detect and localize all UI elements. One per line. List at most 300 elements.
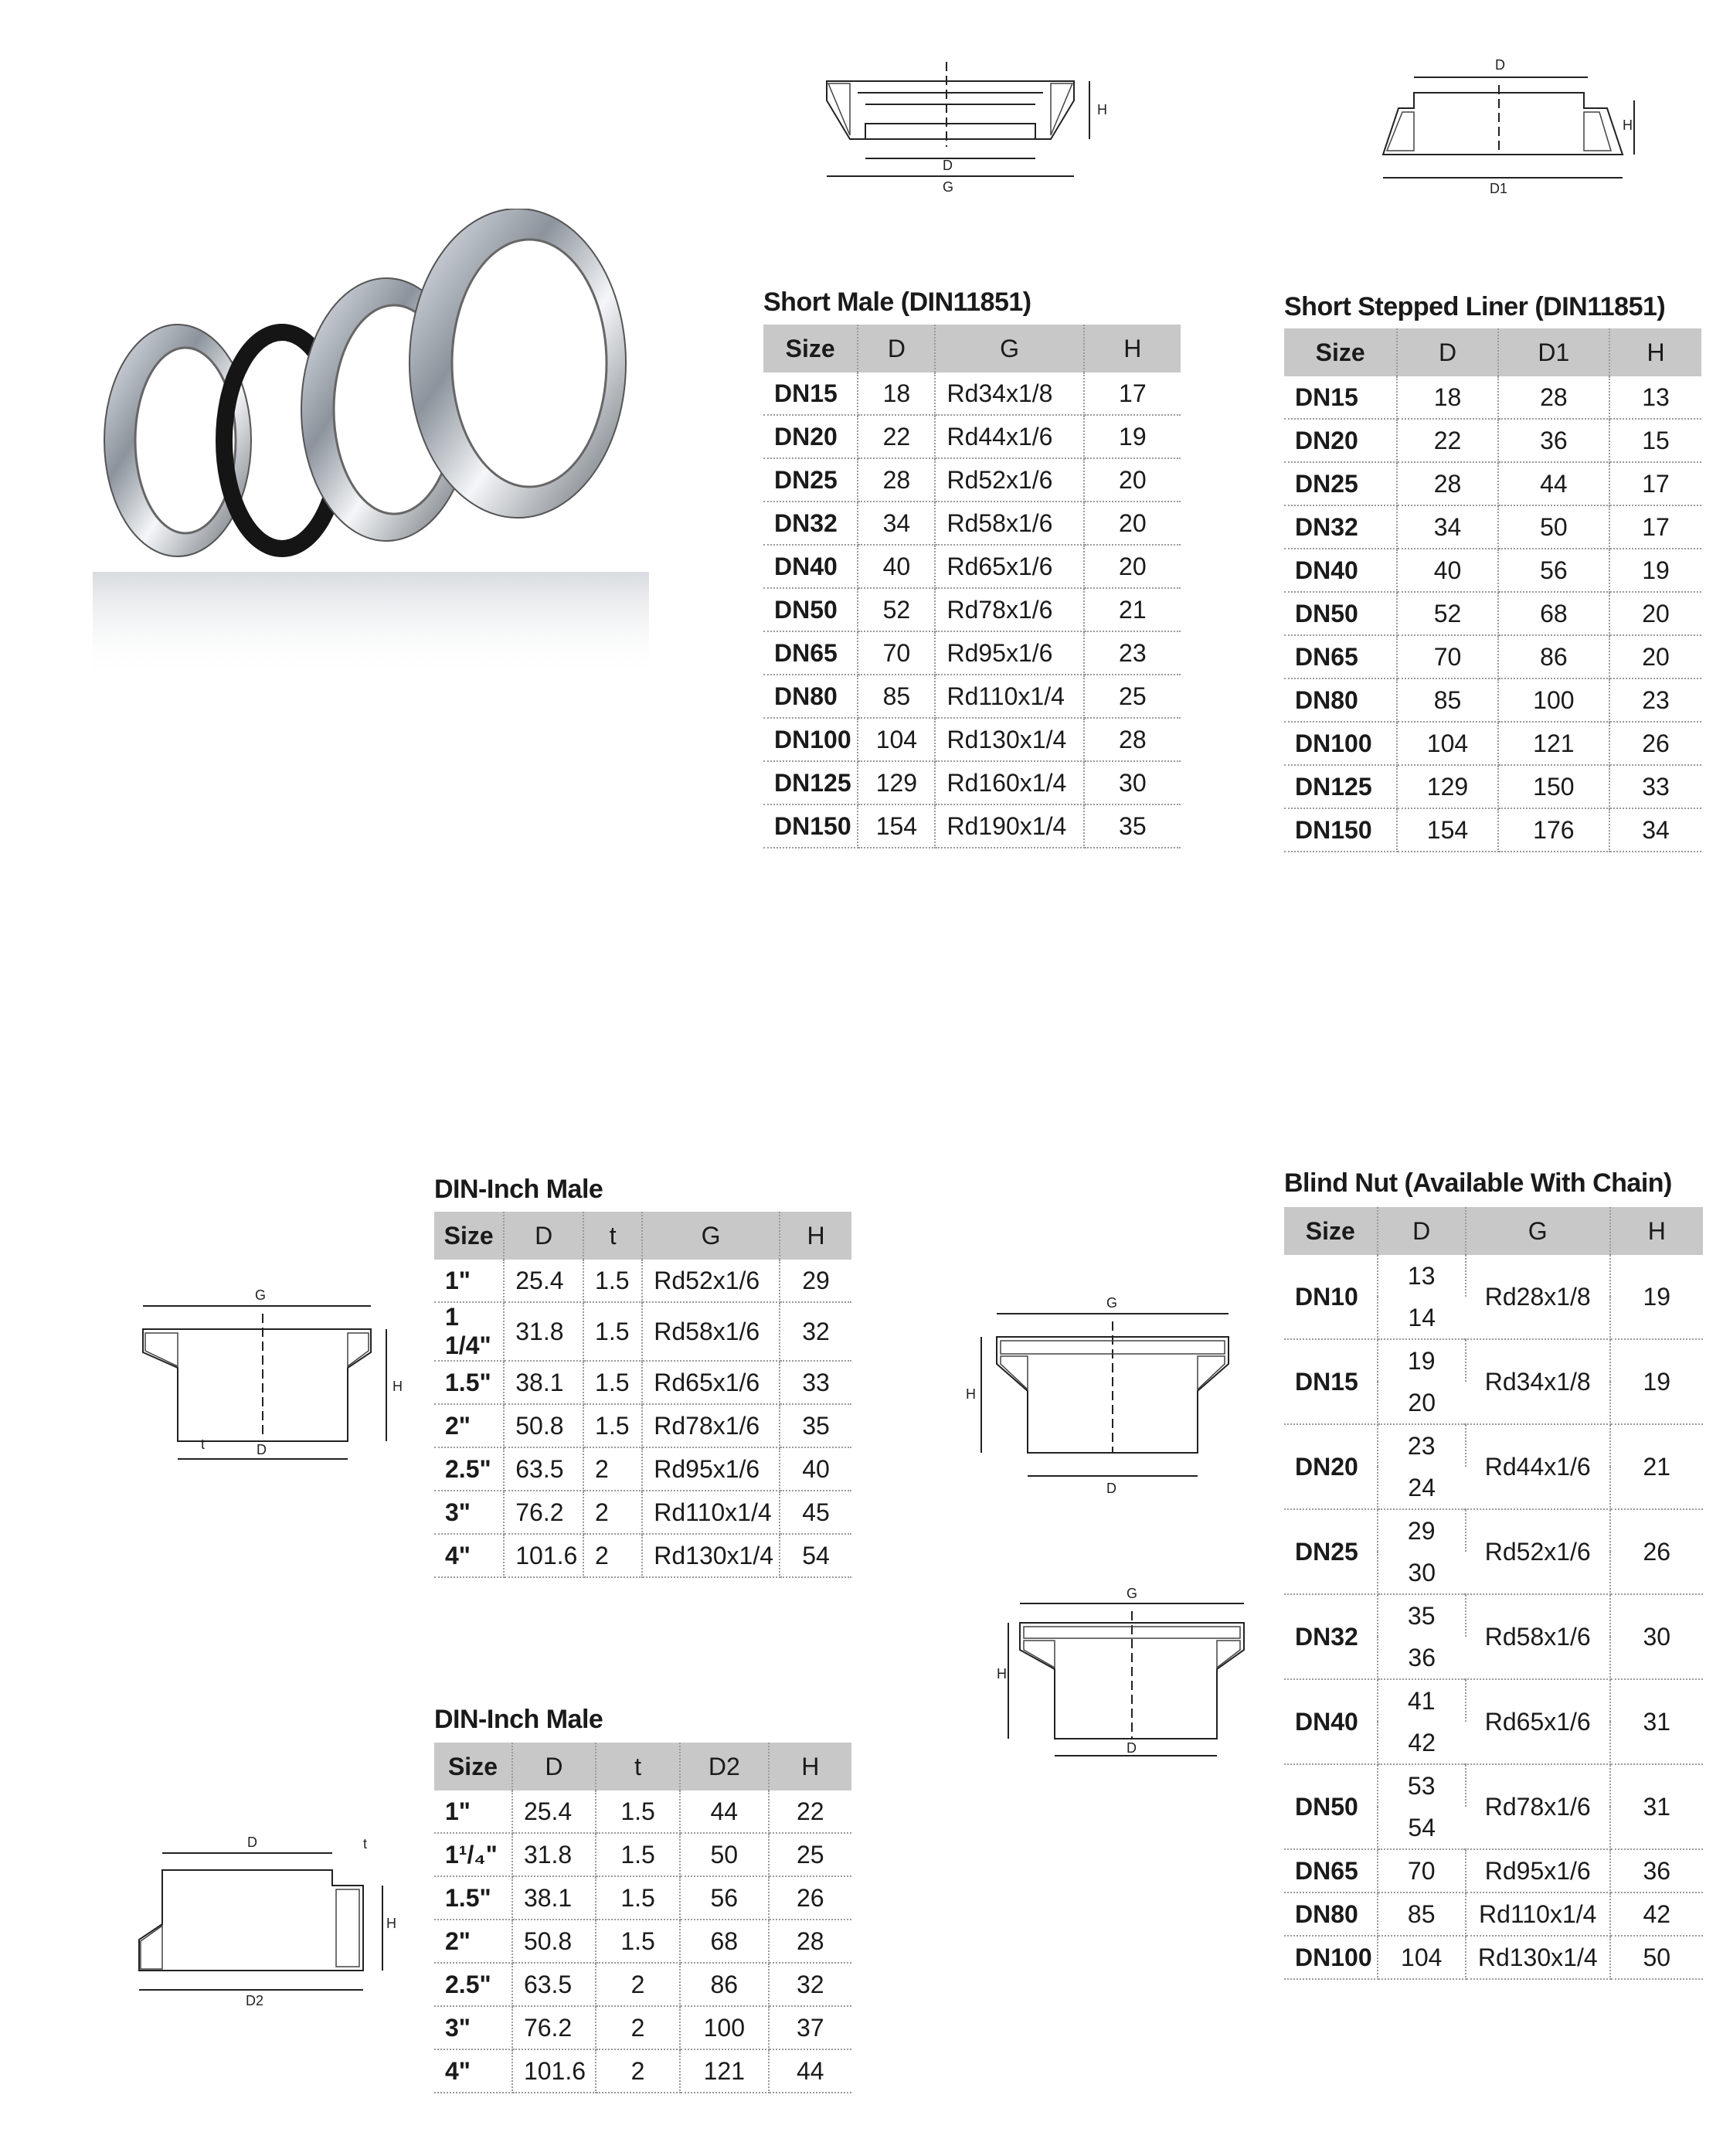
table-cell: 18 [1397,376,1497,419]
table-cell: 35 [1084,804,1181,848]
table-cell: 44 [680,1790,768,1833]
col-size: Size [434,1743,512,1790]
table-cell: 2 [583,1534,642,1577]
table-cell: 30 [1084,761,1181,804]
table-row [763,502,1181,545]
label-h: H [1623,117,1633,133]
table-cell: 42 [1378,1722,1466,1764]
col-g: G [1466,1207,1610,1255]
table-cell: Rd52x1/6 [1466,1509,1610,1594]
table-cell: Rd44x1/6 [1466,1424,1610,1509]
table-cell: 28 [769,1920,852,1963]
table-cell: DN32 [1284,505,1397,549]
table-cell: 1.5 [583,1404,642,1447]
table-cell: Rd78x1/6 [642,1404,780,1447]
table-cell: DN100 [763,718,858,761]
table-row [763,804,1181,848]
table-row [434,2006,851,2049]
table-cell: Rd58x1/6 [1466,1594,1610,1679]
table-row [434,2049,851,2093]
table-cell: DN15 [1284,1339,1378,1424]
table-cell: 154 [1397,808,1497,852]
table-row [1284,592,1701,635]
table-cell: 23 [1084,631,1181,675]
table-cell: 40 [858,545,935,588]
col-d: D [1378,1207,1466,1255]
table-row [1284,1936,1703,1979]
table-cell: 54 [1378,1807,1466,1849]
table-cell: 56 [680,1876,768,1920]
table-cell: DN20 [1284,419,1397,462]
diagram-blind-nut-2 [997,1584,1259,1770]
table-cell: 104 [1378,1936,1466,1979]
col-g: G [935,325,1083,372]
blind-nut-table [1284,1207,1703,1980]
table-row [1284,1892,1703,1936]
table-cell: Rd34x1/8 [1466,1339,1610,1424]
table-row [1284,1255,1703,1297]
table-cell: Rd78x1/6 [1466,1764,1610,1849]
table-cell: 2.5" [434,1447,504,1491]
table-cell: Rd95x1/6 [935,631,1083,675]
col-d: D [1397,328,1497,376]
table-cell: 22 [769,1790,852,1833]
table-cell: 25.4 [512,1790,596,1833]
table-cell: Rd110x1/4 [1466,1892,1610,1936]
table-cell: Rd58x1/6 [642,1302,780,1361]
table-row [763,761,1181,804]
table-cell: DN80 [1284,1892,1378,1936]
table-cell: 38.1 [504,1361,583,1404]
table-cell: 21 [1084,588,1181,631]
table-row [763,545,1181,588]
table-cell: 1.5 [583,1260,642,1302]
table-row [1284,1339,1703,1382]
table-cell: 35 [780,1404,851,1447]
table-cell: 45 [780,1491,851,1534]
table-cell: Rd65x1/6 [1466,1679,1610,1764]
table-cell: Rd95x1/6 [642,1447,780,1491]
table-cell: Rd110x1/4 [935,675,1083,718]
table-cell: 17 [1084,372,1181,415]
table-cell: Rd190x1/4 [935,804,1083,848]
table-cell: 50 [1610,1936,1703,1979]
product-photo [77,209,664,688]
table-cell: 19 [1610,1339,1703,1424]
col-d: D [858,325,935,372]
table-cell: 17 [1609,462,1701,505]
table-cell: 31.8 [504,1302,583,1361]
table-cell: 1" [434,1260,504,1302]
table-row [434,1361,851,1404]
diagram-short-male [819,62,1120,201]
col-h: H [769,1743,852,1790]
table-cell: 36 [1378,1637,1466,1679]
label-d: D [1495,57,1505,73]
table-cell: 33 [1609,765,1701,808]
stepped-liner-table [1284,328,1701,852]
table-cell: DN100 [1284,1936,1378,1979]
label-d: D [257,1442,267,1457]
table-cell: DN150 [763,804,858,848]
table-cell: DN65 [1284,635,1397,678]
diagram-inch-male-1 [139,1283,410,1484]
table-row [434,1790,851,1833]
table-cell: Rd65x1/6 [935,545,1083,588]
table-cell: 52 [1397,592,1497,635]
table-cell: 86 [680,1963,768,2006]
diagram-blind-nut-1 [966,1291,1244,1499]
table-cell: 35 [1378,1594,1466,1637]
table-row [1284,505,1701,549]
table-cell: 1.5" [434,1361,504,1404]
col-d1: D1 [1498,328,1610,376]
table-cell: 37 [769,2006,852,2049]
table-row [434,1833,851,1876]
table-cell: Rd34x1/8 [935,372,1083,415]
table-cell: 19 [1609,549,1701,592]
table-cell: 121 [1498,722,1610,765]
table-cell: DN20 [763,415,858,458]
table-cell: 50 [1498,505,1610,549]
table-cell: 17 [1609,505,1701,549]
table-cell: 29 [780,1260,851,1302]
table-cell: Rd160x1/4 [935,761,1083,804]
table-cell: DN25 [1284,1509,1378,1594]
table-row [1284,549,1701,592]
table-cell: DN10 [1284,1255,1378,1339]
table-cell: 32 [769,1963,852,2006]
col-t: t [583,1212,642,1260]
table-cell: 44 [769,2049,852,2093]
table-cell: 34 [858,502,935,545]
table-cell: 28 [1084,718,1181,761]
label-d: D [1127,1740,1137,1756]
table-cell: Rd130x1/4 [642,1534,780,1577]
col-d: D [504,1212,583,1260]
table-cell: 28 [1397,462,1497,505]
table-cell: Rd110x1/4 [642,1491,780,1534]
table-cell: 76.2 [512,2006,596,2049]
table-cell: 31.8 [512,1833,596,1876]
label-g: G [943,179,954,195]
label-g: G [255,1287,267,1303]
table-cell: 4" [434,1534,504,1577]
table-cell: 2 [583,1491,642,1534]
col-h: H [1610,1207,1703,1255]
inch-male-2-table [434,1743,851,2093]
table-cell: 36 [1498,419,1610,462]
col-h: H [780,1212,851,1260]
table-cell: Rd130x1/4 [1466,1936,1610,1979]
table-cell: 20 [1378,1382,1466,1424]
table-cell: DN40 [1284,549,1397,592]
table-cell: 40 [780,1447,851,1491]
table-cell: Rd58x1/6 [935,502,1083,545]
table-cell: 1" [434,1790,512,1833]
table-cell: 44 [1498,462,1610,505]
table-cell: 70 [1378,1849,1466,1892]
table-row [434,1491,851,1534]
table-cell: 20 [1084,502,1181,545]
table-row [434,1963,851,2006]
table-cell: 1.5 [596,1920,680,1963]
table-row [1284,678,1701,722]
col-size: Size [434,1212,504,1260]
table-cell: 36 [1610,1849,1703,1892]
table-cell: DN25 [1284,462,1397,505]
label-g: G [1127,1586,1138,1601]
table-cell: DN15 [763,372,858,415]
label-h: H [1097,102,1107,117]
table-cell: 22 [1397,419,1497,462]
table-cell: 2" [434,1920,512,1963]
table-cell: 101.6 [512,2049,596,2093]
table-cell: 15 [1609,419,1701,462]
table-cell: 52 [858,588,935,631]
label-d: D [247,1835,257,1850]
table-row [1284,635,1701,678]
table-cell: 63.5 [504,1447,583,1491]
table-cell: 121 [680,2049,768,2093]
diagram-stepped-liner [1375,54,1653,201]
table-cell: DN32 [763,502,858,545]
table-row [434,1404,851,1447]
table-cell: 19 [1084,415,1181,458]
table-cell: 2 [596,1963,680,2006]
table-cell: DN50 [1284,1764,1378,1849]
table-cell: 34 [1397,505,1497,549]
table-row [1284,376,1701,419]
diagram-inch-male-2 [131,1831,410,2017]
table-cell: DN20 [1284,1424,1378,1509]
table-cell: 1¹/₄" [434,1833,512,1876]
table-cell: 176 [1498,808,1610,852]
table-cell: 3" [434,2006,512,2049]
col-d: D [512,1743,596,1790]
table-row [1284,1679,1703,1722]
label-d: D [943,158,953,173]
table-cell: 20 [1084,458,1181,502]
table-cell: 1 1/4" [434,1302,504,1361]
table-cell: 28 [1498,376,1610,419]
table-row [434,1447,851,1491]
label-t: t [363,1836,368,1852]
table-cell: 104 [858,718,935,761]
table-row [1284,1424,1703,1467]
table-cell: 101.6 [504,1534,583,1577]
inch-male-2-title: DIN-Inch Male [434,1705,603,1734]
table-cell: 40 [1397,549,1497,592]
table-cell: 100 [1498,678,1610,722]
short-male-table [763,325,1181,848]
table-row [1284,765,1701,808]
table-cell: 29 [1378,1509,1466,1552]
table-cell: 50 [680,1833,768,1876]
table-cell: Rd130x1/4 [935,718,1083,761]
col-g: G [642,1212,780,1260]
table-cell: 25 [1084,675,1181,718]
table-row [1284,1849,1703,1892]
table-row [763,588,1181,631]
table-cell: 20 [1609,592,1701,635]
table-cell: 1.5 [596,1833,680,1876]
table-row [763,458,1181,502]
table-cell: 28 [858,458,935,502]
stepped-liner-title: Short Stepped Liner (DIN11851) [1284,292,1666,321]
short-male-title: Short Male (DIN11851) [763,287,1031,317]
label-h: H [393,1379,403,1394]
table-cell: 2 [596,2049,680,2093]
table-cell: 32 [780,1302,851,1361]
table-cell: 86 [1498,635,1610,678]
table-cell: 154 [858,804,935,848]
table-cell: 23 [1378,1424,1466,1467]
table-cell: DN125 [1284,765,1397,808]
table-cell: 33 [780,1361,851,1404]
table-row [434,1876,851,1920]
table-cell: DN50 [1284,592,1397,635]
table-cell: 3" [434,1491,504,1534]
table-cell: 1.5 [596,1790,680,1833]
table-cell: Rd95x1/6 [1466,1849,1610,1892]
table-row [763,372,1181,415]
table-cell: 2" [434,1404,504,1447]
table-cell: 42 [1610,1892,1703,1936]
table-cell: 100 [680,2006,768,2049]
table-cell: 4" [434,2049,512,2093]
table-cell: 20 [1084,545,1181,588]
label-g: G [1106,1295,1118,1311]
table-cell: 129 [858,761,935,804]
table-cell: DN65 [763,631,858,675]
table-cell: 68 [680,1920,768,1963]
table-cell: 22 [858,415,935,458]
table-cell: 25 [769,1833,852,1876]
table-cell: 2 [583,1447,642,1491]
label-d2: D2 [246,1993,264,2008]
table-cell: 104 [1397,722,1497,765]
label-h: H [966,1386,976,1402]
table-cell: 31 [1610,1679,1703,1764]
table-cell: 53 [1378,1764,1466,1807]
table-row [763,675,1181,718]
table-cell: 85 [1397,678,1497,722]
table-cell: 20 [1609,635,1701,678]
table-cell: DN15 [1284,376,1397,419]
table-cell: 26 [769,1876,852,1920]
table-cell: 13 [1609,376,1701,419]
table-cell: 26 [1609,722,1701,765]
table-cell: DN125 [763,761,858,804]
inch-male-1-table [434,1212,851,1578]
table-cell: 85 [858,675,935,718]
table-cell: 2 [596,2006,680,2049]
table-cell: 31 [1610,1764,1703,1849]
label-h: H [997,1666,1007,1682]
table-cell: DN25 [763,458,858,502]
table-row [1284,808,1701,852]
inch-male-1-title: DIN-Inch Male [434,1175,603,1204]
table-cell: 41 [1378,1679,1466,1722]
blind-nut-title: Blind Nut (Available With Chain) [1284,1168,1672,1198]
label-d1: D1 [1490,181,1508,196]
table-cell: DN80 [763,675,858,718]
label-d: D [1106,1481,1116,1496]
table-cell: Rd44x1/6 [935,415,1083,458]
table-cell: 50.8 [512,1920,596,1963]
table-cell: 68 [1498,592,1610,635]
table-cell: DN65 [1284,1849,1378,1892]
table-cell: 24 [1378,1467,1466,1509]
table-row [434,1534,851,1577]
table-cell: DN50 [763,588,858,631]
table-cell: 13 [1378,1255,1466,1297]
table-cell: 150 [1498,765,1610,808]
table-cell: 26 [1610,1509,1703,1594]
table-row [1284,1764,1703,1807]
table-cell: DN100 [1284,722,1397,765]
table-cell: 85 [1378,1892,1466,1936]
table-cell: 14 [1378,1297,1466,1339]
table-cell: 1.5 [583,1302,642,1361]
table-row [1284,1509,1703,1552]
table-cell: 23 [1609,678,1701,722]
table-cell: Rd28x1/8 [1466,1255,1610,1339]
label-t: t [201,1437,206,1452]
label-h: H [386,1916,396,1931]
table-cell: Rd78x1/6 [935,588,1083,631]
table-cell: 54 [780,1534,851,1577]
table-cell: 76.2 [504,1491,583,1534]
table-cell: 129 [1397,765,1497,808]
col-size: Size [1284,1207,1378,1255]
table-cell: 56 [1498,549,1610,592]
table-cell: DN80 [1284,678,1397,722]
table-cell: 19 [1378,1339,1466,1382]
table-cell: 30 [1378,1552,1466,1594]
table-cell: 2.5" [434,1963,512,2006]
table-row [434,1260,851,1302]
table-cell: Rd65x1/6 [642,1361,780,1404]
table-cell: 19 [1610,1255,1703,1339]
table-cell: 1.5 [583,1361,642,1404]
table-row [434,1302,851,1361]
table-cell: Rd52x1/6 [642,1260,780,1302]
table-cell: DN40 [763,545,858,588]
table-cell: 1.5 [596,1876,680,1920]
table-row [1284,462,1701,505]
table-row [763,415,1181,458]
table-row [1284,722,1701,765]
table-cell: 21 [1610,1424,1703,1509]
table-row [1284,419,1701,462]
col-t: t [596,1743,680,1790]
col-h: H [1609,328,1701,376]
table-cell: 38.1 [512,1876,596,1920]
col-size: Size [1284,328,1397,376]
col-d2: D2 [680,1743,768,1790]
table-cell: 63.5 [512,1963,596,2006]
table-cell: DN40 [1284,1679,1378,1764]
table-cell: 1.5" [434,1876,512,1920]
col-h: H [1084,325,1181,372]
table-cell: DN150 [1284,808,1397,852]
table-row [763,631,1181,675]
table-row [434,1920,851,1963]
table-cell: 70 [1397,635,1497,678]
table-row [1284,1594,1703,1637]
